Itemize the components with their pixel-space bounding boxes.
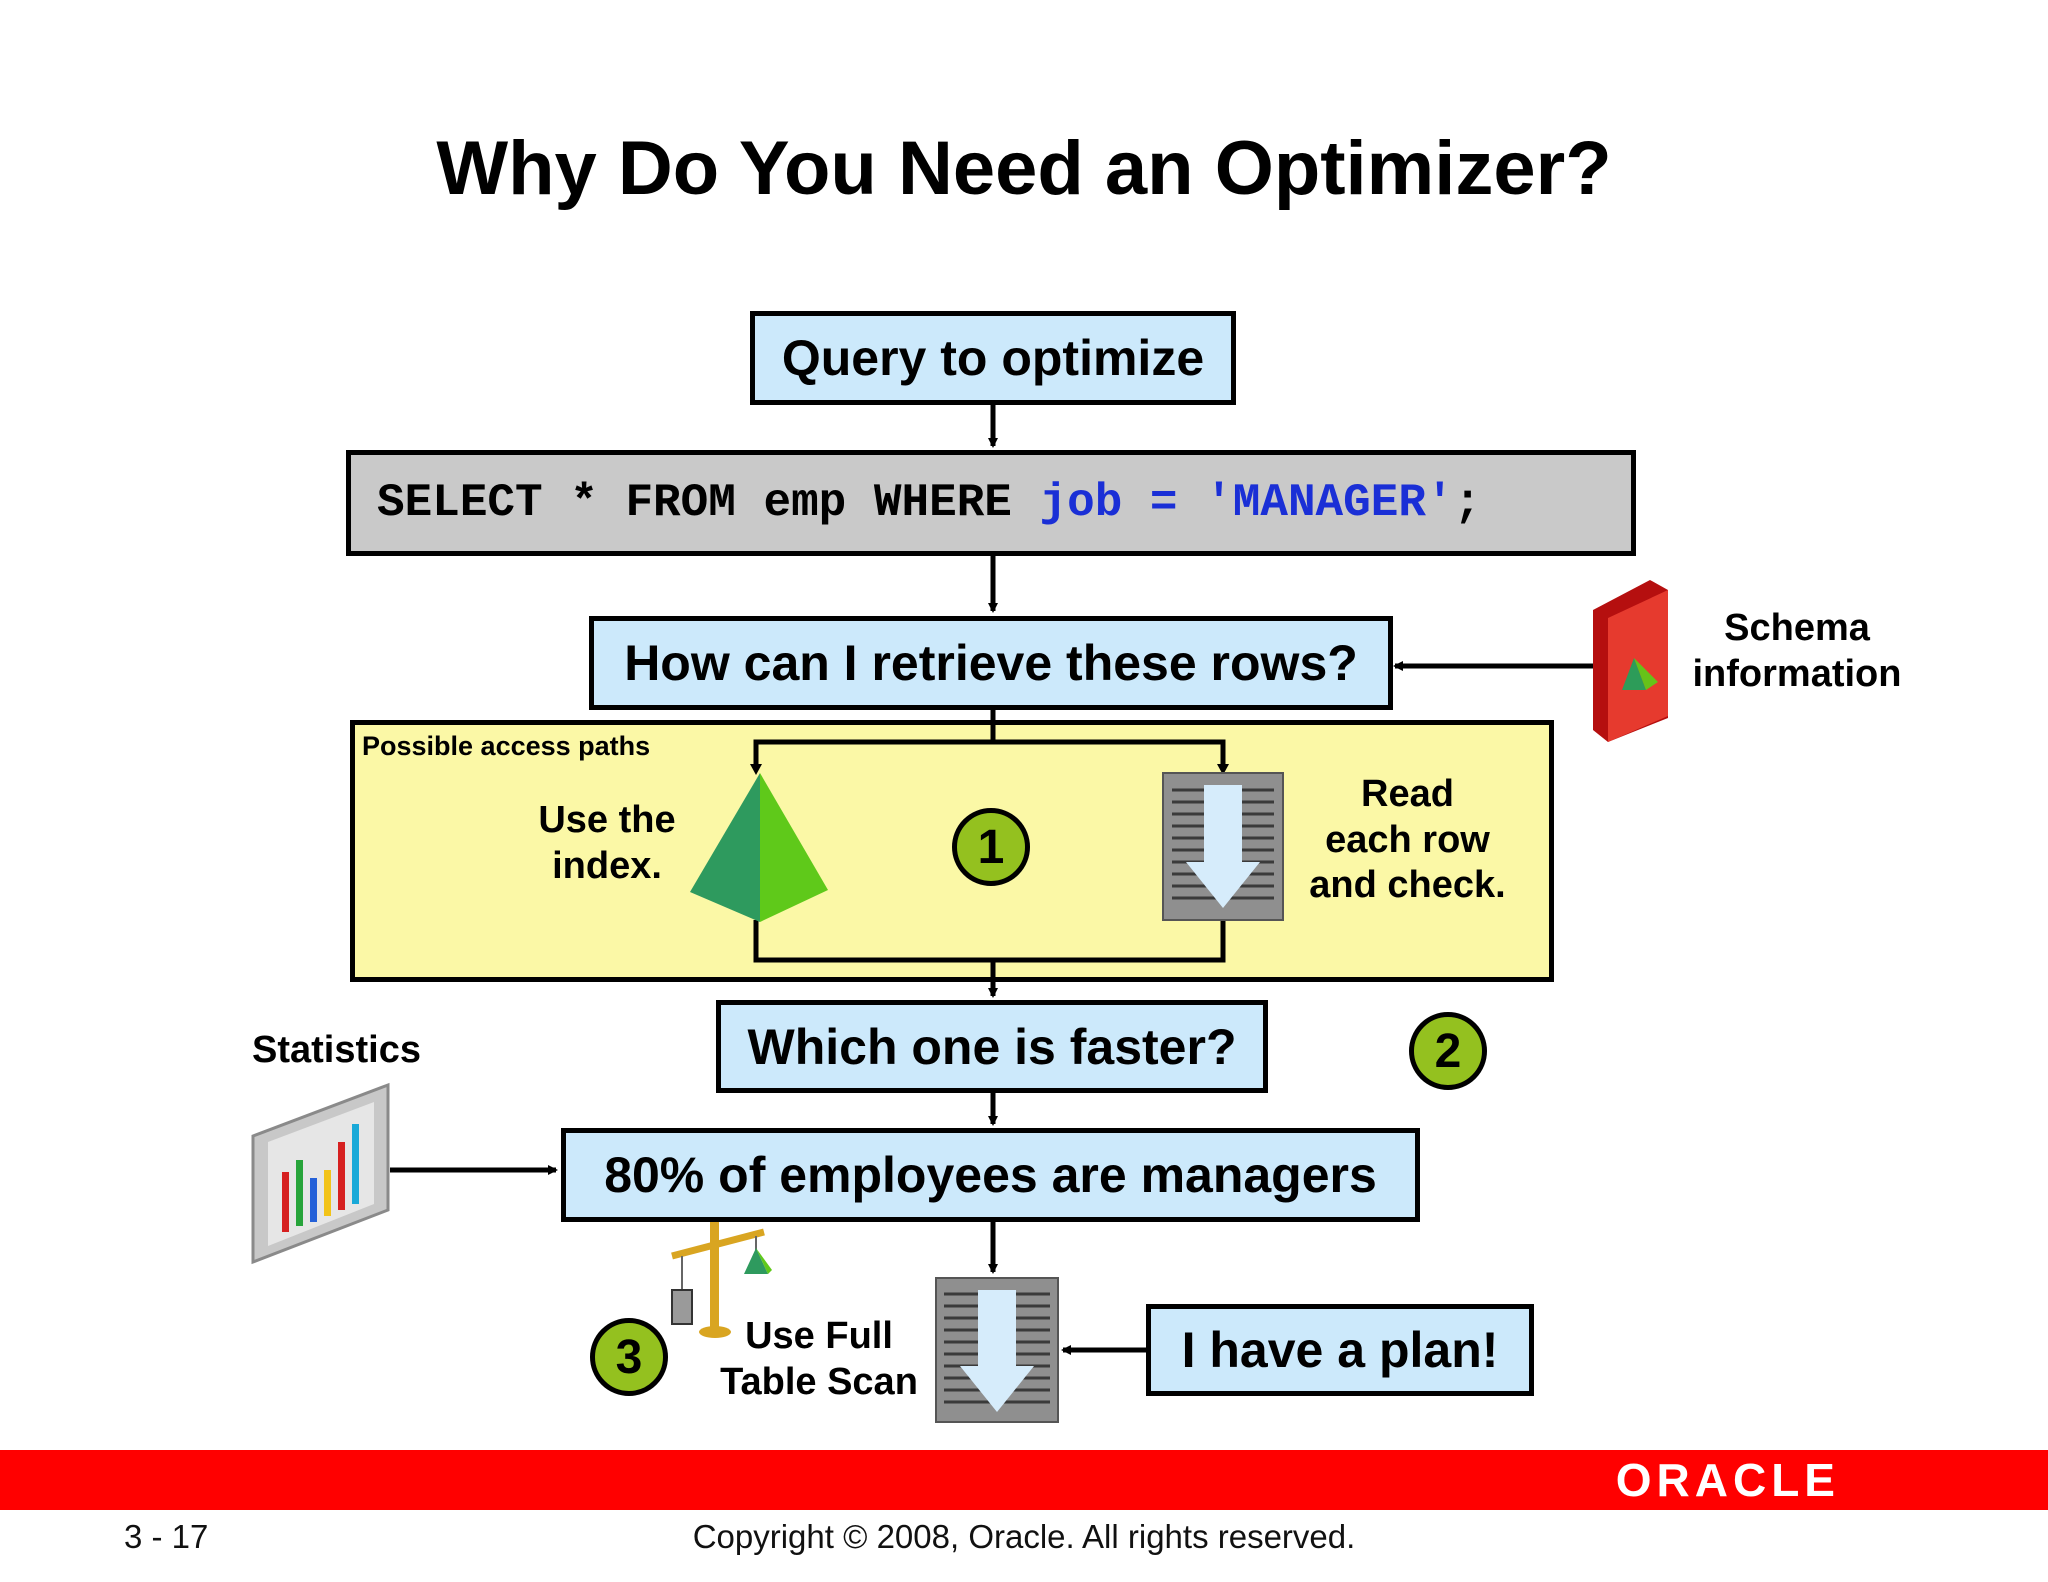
- use-full-table-scan-label: Use Full Table Scan: [720, 1315, 918, 1403]
- page-title: Why Do You Need an Optimizer?: [436, 126, 1612, 211]
- step-3-badge: 3: [590, 1318, 668, 1396]
- copyright-notice: Copyright © 2008, Oracle. All rights reserved.: [692, 1518, 1356, 1555]
- oracle-logo: ORACLE: [1615, 1454, 1840, 1506]
- schema-information-label: Schema information: [1692, 607, 1902, 695]
- sql-terminator: ;: [1453, 477, 1482, 529]
- which-faster-box: Which one is faster?: [716, 1000, 1268, 1093]
- query-to-optimize-box: Query to optimize: [750, 311, 1236, 405]
- sql-keywords: SELECT * FROM emp WHERE: [377, 477, 1040, 529]
- managers-percentage-box: 80% of employees are managers: [561, 1128, 1420, 1222]
- statistics-label: Statistics: [252, 1029, 421, 1071]
- use-index-label: Use the index.: [538, 799, 676, 887]
- step-1-badge: 1: [952, 808, 1030, 886]
- access-paths-label: Possible access paths: [362, 731, 651, 761]
- retrieve-rows-box: How can I retrieve these rows?: [589, 616, 1393, 710]
- page-number: 3 - 17: [124, 1518, 209, 1555]
- step-2-badge: 2: [1409, 1012, 1487, 1090]
- read-each-row-label: Read each row and check.: [1309, 773, 1506, 907]
- have-a-plan-box: I have a plan!: [1146, 1304, 1534, 1396]
- sql-predicate: job = 'MANAGER': [1039, 477, 1454, 529]
